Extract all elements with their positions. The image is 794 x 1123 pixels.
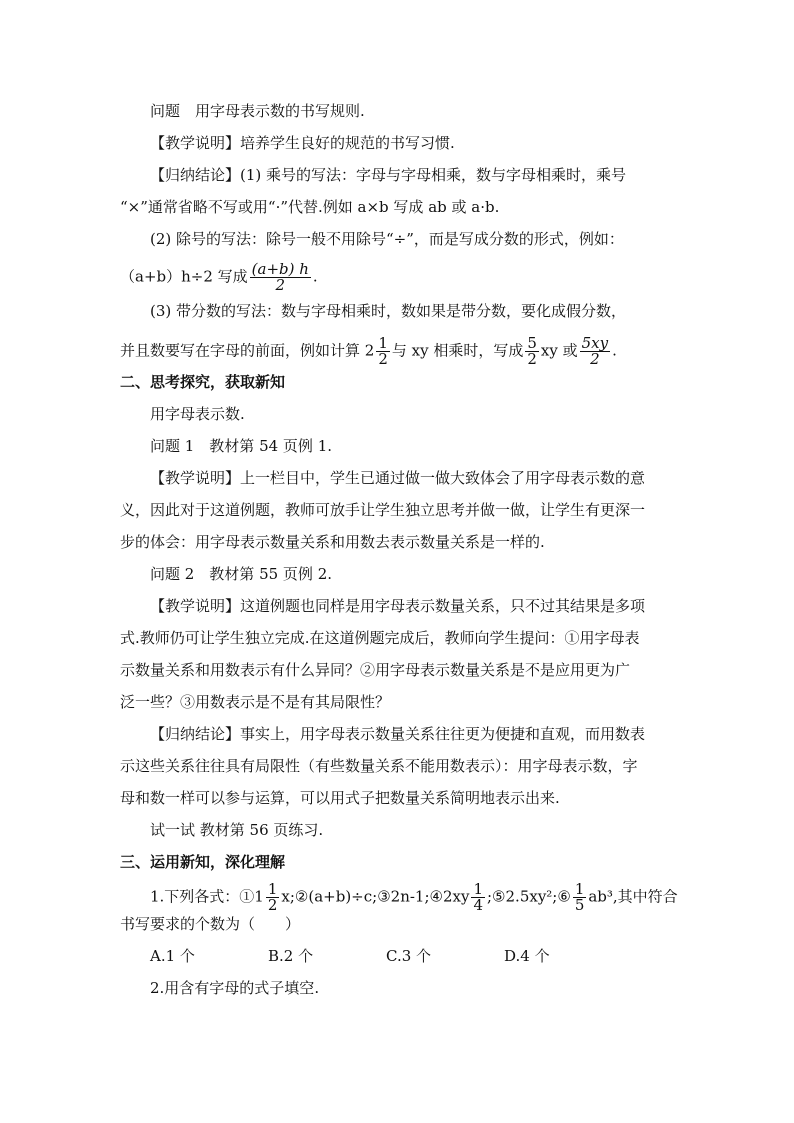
multiply-example: “×”通常省略不写或用“·”代替.例如 a×b 写成 ab 或 a·b.: [120, 198, 500, 216]
mixed-example-pre: 并且数要写在字母的前面，例如计算 2: [120, 341, 375, 360]
question-1-tail: 书写要求的个数为（ ）: [120, 915, 301, 933]
conclusion-2c: 母和数一样可以参与运算，可以用式子把数量关系简明地表示出来.: [120, 789, 560, 807]
teaching-note-1b: 义，因此对于这道例题，教师可放手让学生独立思考并做一做，让学生有更深一: [120, 501, 646, 519]
option-a: A.1 个: [150, 947, 195, 965]
topic-line: 用字母表示数.: [150, 405, 245, 423]
conclusion-2b: 示这些关系往往具有局限性（有些数量关系不能用数表示）：用字母表示数，字: [120, 757, 638, 775]
q1-pre: 1.下列各式：①1: [150, 887, 264, 906]
mixed-number-example: [120, 336, 680, 367]
improper-fraction: [525, 336, 539, 367]
fraction-numerator: 5: [527, 334, 537, 352]
fraction-numerator: 1: [473, 880, 483, 898]
division-rule: (2) 除号的写法：除号一般不用除号“÷”，而是写成分数的形式，例如：: [150, 230, 624, 248]
mixed-fraction: [376, 336, 390, 367]
mixed-example-mid1: 与 xy 相乘时，写成: [391, 341, 524, 360]
mixed-example-mid2: xy 或: [540, 341, 578, 360]
problem-1: 问题 1 教材第 54 页例 1.: [150, 437, 333, 455]
mixed-number-rule: (3) 带分数的写法：数与字母相乘时，数如果是带分数，要化成假分数，: [150, 302, 627, 320]
q1-fraction-a: [266, 882, 280, 913]
q1-fraction-c: [471, 882, 485, 913]
question-1: [150, 882, 710, 913]
fraction-denominator: 5: [574, 896, 585, 914]
option-d: D.4 个: [504, 947, 550, 965]
teaching-note: 【教学说明】培养学生良好的规范的书写习惯.: [150, 134, 455, 152]
q1-part-f: ab³,其中符合: [588, 887, 678, 906]
fraction-numerator: 1: [267, 880, 278, 898]
teaching-note-2a: 【教学说明】这道例题也同样是用字母表示数量关系，只不过其结果是多项: [150, 597, 646, 615]
section-2-heading: 二、思考探究，获取新知: [120, 373, 286, 391]
fraction-numerator: 1: [574, 880, 585, 898]
fraction-denominator: 2: [527, 350, 537, 368]
conclusion-2a: 【归纳结论】事实上，用字母表示数量关系往往更为便捷和直观，而用数表: [150, 725, 646, 743]
division-example-pre: （a+b）h÷2 写成: [120, 267, 248, 286]
q1-fraction-e: [573, 882, 587, 913]
q1-part-b: x;②(a+b)÷c;③2n-1;④2xy: [281, 887, 470, 906]
section-3-heading: 三、运用新知，深化理解: [120, 853, 286, 871]
option-b: B.2 个: [268, 947, 314, 965]
fraction-denominator: 2: [275, 276, 286, 294]
teaching-note-2c: 示数量关系和用数表示有什么异同？②用字母表示数量关系是不是应用更为广: [120, 661, 631, 679]
q1-part-d: ;⑤2.5xy²;⑥: [487, 887, 571, 906]
fraction-denominator: 2: [590, 350, 600, 368]
fraction-numerator: 5xy: [581, 334, 609, 352]
problem-2: 问题 2 教材第 55 页例 2.: [150, 565, 333, 583]
teaching-note-2d: 泛一些？③用数表示是不是有其局限性？: [120, 693, 391, 711]
conclusion-multiply: 【归纳结论】(1) 乘号的写法：字母与字母相乘，数与字母相乘时，乘号: [150, 166, 627, 184]
product-fraction: [580, 336, 610, 367]
fraction-denominator: 2: [267, 896, 278, 914]
question-2: 2.用含有字母的式子填空.: [150, 979, 320, 997]
division-example-post: .: [312, 267, 318, 286]
division-example: [120, 262, 680, 293]
practice-line: 试一试 教材第 56 页练习.: [150, 821, 324, 839]
problem-title: 问题 用字母表示数的书写规则.: [150, 102, 365, 120]
division-fraction: [250, 262, 311, 293]
teaching-note-1a: 【教学说明】上一栏目中，学生已通过做一做大致体会了用字母表示数的意: [150, 469, 646, 487]
answer-options: [150, 946, 710, 966]
fraction-numerator: (a+b) h: [251, 260, 309, 278]
fraction-denominator: 4: [473, 896, 483, 914]
fraction-denominator: 2: [378, 350, 388, 368]
fraction-numerator: 1: [378, 334, 388, 352]
teaching-note-1c: 步的体会：用字母表示数量关系和用数去表示数量关系是一样的.: [120, 533, 545, 551]
option-c: C.3 个: [386, 947, 432, 965]
teaching-note-2b: 式.教师仍可让学生独立完成.在这道例题完成后，教师向学生提问：①用字母表: [120, 629, 640, 647]
mixed-example-post: .: [612, 341, 617, 360]
